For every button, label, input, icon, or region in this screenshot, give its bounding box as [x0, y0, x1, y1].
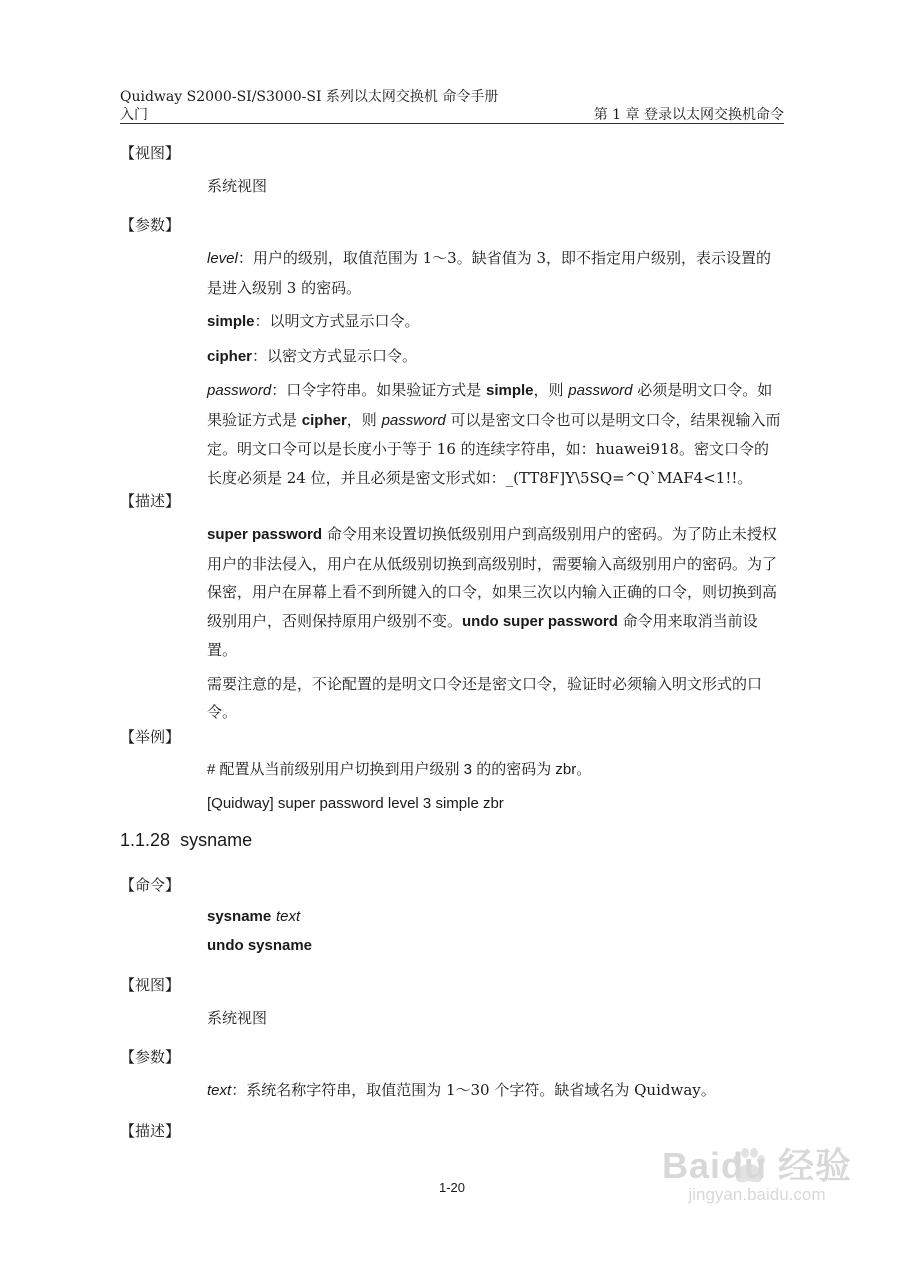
param-text: text：系统名称字符串，取值范围为 1～30 个字符。缺省域名为 Quidway。 [207, 1081, 716, 1099]
params-block [207, 244, 784, 492]
watermark [662, 1138, 852, 1205]
command-undo-sysname: undo sysname [207, 936, 313, 954]
param-cipher: cipher：以密文方式显示口令。 [207, 346, 418, 365]
view-text: 系统视图 [207, 177, 268, 195]
header-section-left: 入门 [120, 107, 148, 123]
param-password: password：口令字符串。如果验证方式是 simple，则 password 必须是明文口令。如果验证方式是 cipher，则 password 可以是密文口令也可以是明文口令，结果视输入而定。明文口令可以是长度小于等于 16 的连续字符串，如：huawei918。密文口令的长度必须是 24 位，并且必须是密文形式如：_(TT8F]Y\5SQ=^Q`MAF4<1!!。 [207, 381, 781, 487]
label-command: 【命令】 [120, 876, 181, 894]
view-text-2: 系统视图 [207, 1009, 268, 1027]
header-title: Quidway S2000-SI/S3000-SI 系列以太网交换机 命令手册 [120, 89, 499, 105]
label-example: 【举例】 [120, 728, 181, 746]
watermark-logo: Baidu 经验 [661, 1145, 852, 1186]
section-heading: 1.1.28 sysname [120, 830, 253, 850]
param-simple: simple：以明文方式显示口令。 [207, 312, 420, 330]
example-command: [Quidway] super password level 3 simple zbr [207, 794, 504, 812]
desc-note: 需要注意的是，不论配置的是明文口令还是密文口令，验证时必须输入明文形式的口令。 [207, 674, 763, 721]
label-params: 【参数】 [120, 216, 181, 234]
example-comment: # 配置从当前级别用户切换到用户级别 3 的的密码为 zbr。 [207, 761, 592, 778]
command-block [207, 902, 784, 960]
label-view: 【视图】 [120, 144, 181, 162]
header-rule [120, 123, 784, 124]
header-chapter-right: 第 1 章 登录以太网交换机命令 [593, 107, 784, 123]
desc-block [207, 520, 784, 727]
label-desc-2: 【描述】 [120, 1122, 181, 1140]
command-sysname: sysname text [207, 908, 301, 925]
label-view-2: 【视图】 [120, 976, 181, 994]
page-number: 1-20 [438, 1180, 466, 1195]
desc-paragraph: super password 命令用来设置切换低级别用户到高级别用户的密码。为了防止未授权用户的非法侵入，用户在从低级别切换到高级别时，需要输入高级别用户的密码。为了保密，用户在屏幕上看不到所键入的口令，如果三次以内输入正确的口令，则切换到高级别用户，否则保持原用户级别不变。undo super password 命令用来取消当前设置。 [207, 525, 778, 659]
example-block [207, 756, 784, 818]
label-params-2: 【参数】 [120, 1048, 181, 1066]
watermark-url: jingyan.baidu.com [688, 1185, 826, 1204]
label-desc: 【描述】 [120, 492, 181, 510]
param-level: level：用户的级别，取值范围为 1～3。缺省值为 3，即不指定用户级别，表示设置的是进入级别 3 的密码。 [207, 249, 772, 297]
